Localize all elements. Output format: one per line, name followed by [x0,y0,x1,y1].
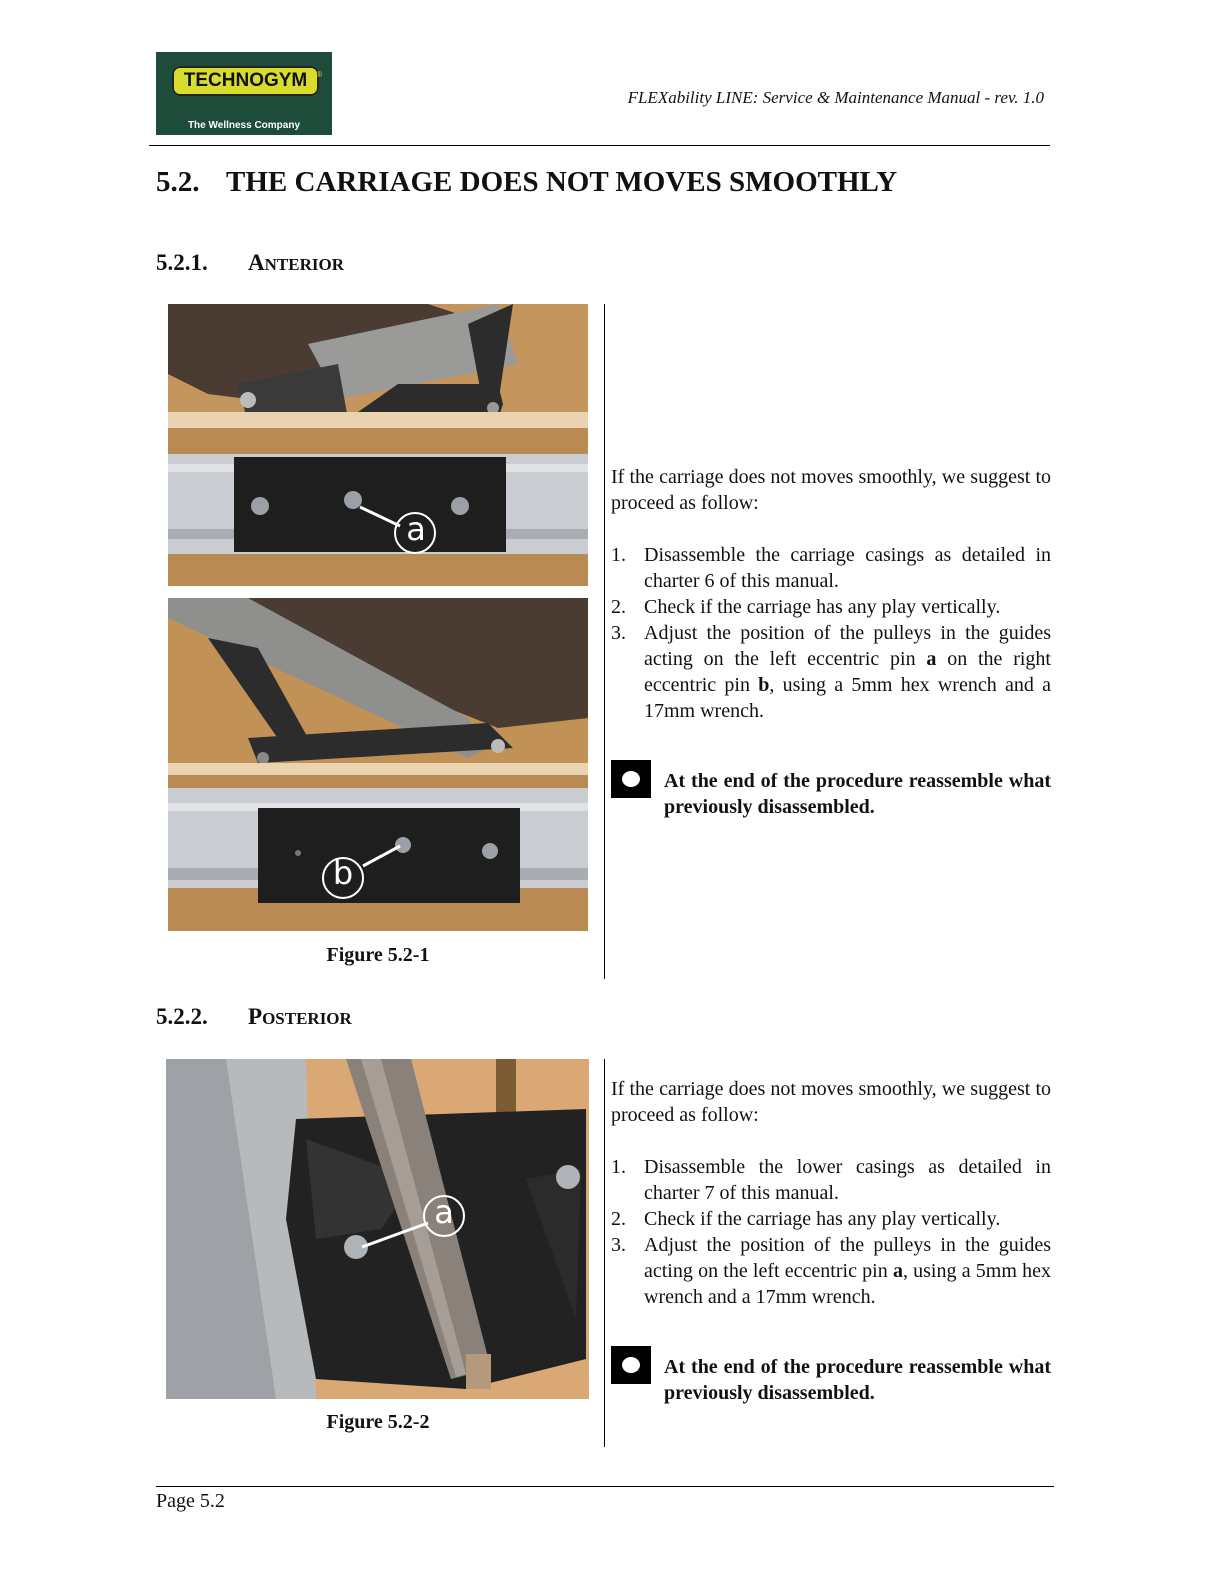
step-text: Check if the carriage has any play vertically. [644,1208,1001,1230]
subsection-heading-anterior [156,250,344,276]
intro-text: If the carriage does not moves smoothly, we suggest to proceed as follow: [611,466,1051,514]
technogym-logo [156,52,332,135]
figure-caption-5-2-1: Figure 5.2-1 [326,944,430,966]
label-a: a [434,1193,454,1231]
step-text: , using a 5mm hex wrench and a 17mm wrench. [644,1260,1051,1308]
list-item [611,542,1051,594]
pin-a-ref: a [892,1260,903,1282]
column-divider [604,1059,605,1447]
figure-photo-anterior-bottom [168,598,588,931]
step-number: 1. [611,1156,626,1178]
subsection-title-initial: P [248,1004,263,1029]
logo-text: TECHNOGYM [183,70,308,91]
subsection-number: 5.2.2. [156,1004,208,1029]
step-number: 3. [611,1234,626,1256]
step-text: Check if the carriage has any play vertically. [644,596,1001,618]
list-item [611,1232,1051,1310]
note-text: At the end of the procedure reassemble what previously disassembled. [664,770,1051,818]
step-number: 1. [611,544,626,566]
step-number: 2. [611,1208,626,1230]
figure-caption-5-2-2: Figure 5.2-2 [326,1411,430,1433]
anterior-instructions [611,464,1051,820]
note [611,1354,1051,1406]
list-item [611,1206,1051,1232]
step-text: Adjust the position of the pulleys in the guides acting on the left eccentric pin [644,622,1051,670]
logo-badge [172,66,319,96]
note-icon [611,760,651,798]
header-divider [149,145,1050,146]
step-text: Disassemble the carriage casings as detailed in charter 6 of this manual. [644,544,1051,592]
section-title: THE CARRIAGE DOES NOT MOVES SMOOTHLY [226,166,898,198]
subsection-heading-posterior [156,1004,352,1030]
step-number: 3. [611,622,626,644]
step-number: 2. [611,596,626,618]
logo-tagline: The Wellness Company [187,120,301,131]
step-text: , using a 5mm hex wrench and a 17mm wrench. [644,674,1051,722]
posterior-instructions [611,1076,1051,1406]
subsection-title-initial: A [248,250,265,275]
note-text: At the end of the procedure reassemble what previously disassembled. [664,1356,1051,1404]
label-a: a [406,510,426,548]
subsection-number: 5.2.1. [156,250,208,275]
steps-list [611,542,1051,724]
list-item [611,1154,1051,1206]
section-number: 5.2. [156,166,200,198]
figure-photo-anterior-top [168,304,588,586]
registered-mark: ® [316,70,322,79]
pin-a-ref: a [926,648,937,670]
subsection-title-rest: OSTERIOR [262,1009,352,1028]
label-b: b [332,854,354,892]
intro-text: If the carriage does not moves smoothly, we suggest to proceed as follow: [611,1078,1051,1126]
subsection-title-rest: NTERIOR [264,255,344,274]
list-item [611,594,1051,620]
footer-divider [156,1486,1054,1487]
figure-photo-posterior [166,1059,589,1399]
step-text: on the right eccentric pin [644,648,1051,696]
pin-b-ref: b [758,674,770,696]
steps-list [611,1154,1051,1310]
note [611,768,1051,820]
list-item [611,620,1051,724]
step-text: Disassemble the lower casings as detailed in charter 7 of this manual. [644,1156,1051,1204]
note-icon [611,1346,651,1384]
step-text: Adjust the position of the pulleys in the guides acting on the left eccentric pin [644,1234,1051,1282]
page-number: Page 5.2 [156,1490,225,1512]
section-heading [156,166,897,199]
document-title: FLEXability LINE: Service & Maintenance Manual - rev. 1.0 [627,88,1044,107]
column-divider [604,304,605,979]
